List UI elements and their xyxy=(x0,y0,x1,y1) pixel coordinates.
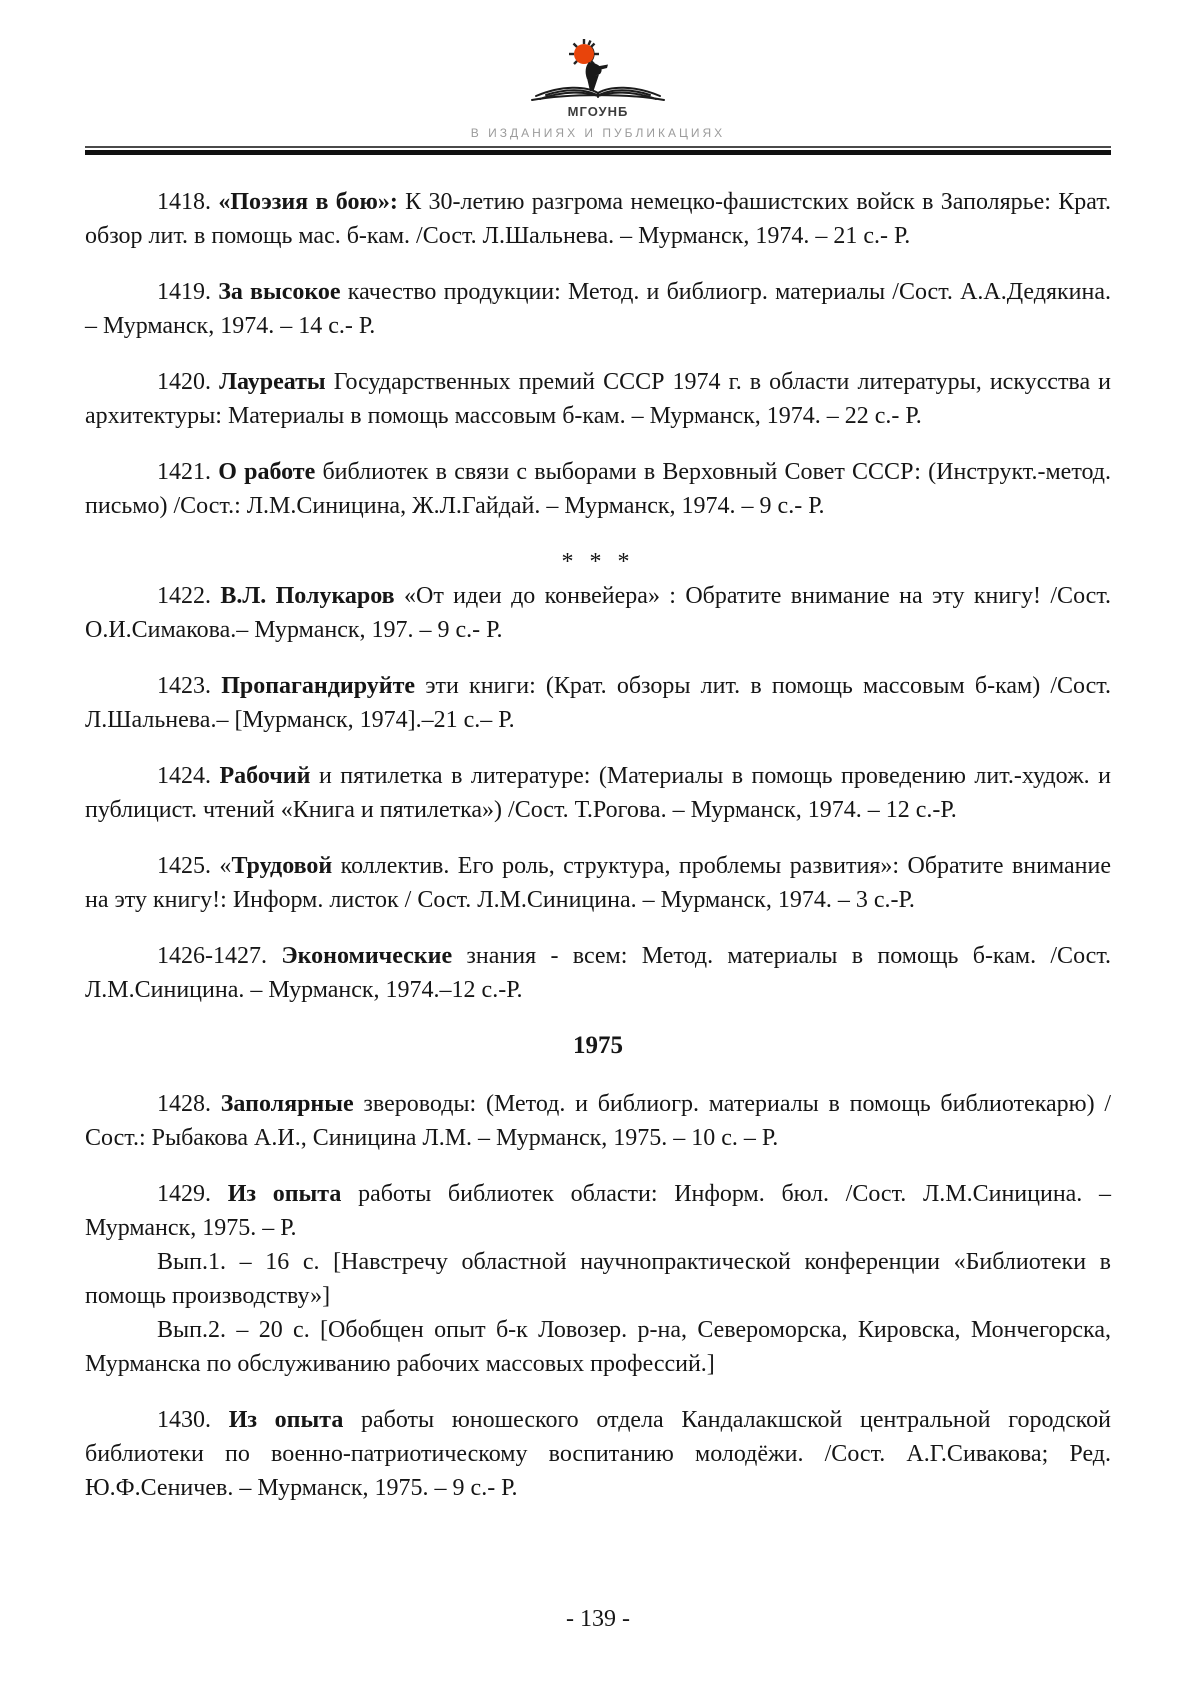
entry-lead: «Поэзия в бою»: xyxy=(218,189,398,215)
bib-entry-1420 xyxy=(85,365,1111,433)
entry-number: 1430. xyxy=(157,1407,229,1433)
entry-number: 1423. xyxy=(157,673,222,699)
entry-text: знания - всем: Метод. материалы в помощь б-кам. /Сост. Л.М.Синицина. – Мурманск, 1974.–12 с.-Р. xyxy=(85,943,1111,1003)
section-separator: * * * xyxy=(561,549,635,575)
entry-text: коллектив. Его роль, структура, проблемы развития»: Обратите внимание на эту книгу!: Информ. листок / Сост. Л.М.Синицина. – Мурманск, 1974. – 3 с.-Р. xyxy=(85,853,1111,913)
bib-entry-1426-1427 xyxy=(85,939,1111,1007)
entry-text: работы юношеского отдела Кандалакшской центральной городской библиотеки по военно-патриотическому воспитанию молодёжи. /Сост. А.Г.Сивакова; Ред. Ю.Ф.Сеничев. – Мурманск, 1975. – 9 с.- Р. xyxy=(85,1407,1111,1501)
entry-lead: Экономические xyxy=(281,943,453,969)
page-number: - 139 - xyxy=(566,1606,630,1632)
page-header xyxy=(0,0,1196,155)
entry-number: 1421. xyxy=(157,459,219,485)
header-subtitle: В ИЗДАНИЯХ И ПУБЛИКАЦИЯХ xyxy=(470,126,726,140)
entry-text: качество продукции: Метод. и библиогр. материалы /Сост. А.А.Дедякина. – Мурманск, 1974. – 14 с.- Р. xyxy=(85,279,1112,339)
entry-number: 1418. xyxy=(157,189,219,215)
entry-number: 1424. xyxy=(157,763,220,789)
entry-lead: Заполярные xyxy=(220,1091,354,1117)
torch-quill-icon xyxy=(586,62,608,91)
entry-lead: О работе xyxy=(218,459,316,485)
open-book-icon xyxy=(532,88,664,100)
entry-number: 1429. xyxy=(157,1181,228,1207)
library-logo xyxy=(523,38,673,102)
bib-entry-1421 xyxy=(85,455,1111,523)
entry-text: Государственных премий СССР 1974 г. в области литературы, искусства и архитектуры: Материалы в помощь массовым б-кам. – Мурманск, 1974. – 22 с.- Р. xyxy=(85,369,1112,429)
bib-entry-1419 xyxy=(85,275,1111,343)
logo-acronym: МГОУНБ xyxy=(567,104,629,119)
year-heading-1975: 1975 xyxy=(573,1032,623,1059)
entry-lead: Из опыта xyxy=(227,1181,342,1207)
entry-lead: В.Л. Полукаров xyxy=(220,583,395,609)
bib-entry-1428 xyxy=(85,1087,1111,1155)
entry-text: К 30-летию разгрома немецко-фашистских войск в Заполярье: Крат. обзор лит. в помощь мас. б-кам. /Сост. Л.Шальнева. – Мурманск, 1974. – 21 с.- Р. xyxy=(85,189,1111,249)
entry-number: 1422. xyxy=(157,583,221,609)
entry-number: 1426-1427. xyxy=(157,943,282,969)
entry-lead: Пропагандируйте xyxy=(221,673,416,699)
header-rule xyxy=(85,146,1111,155)
bib-entry-1430 xyxy=(85,1403,1111,1505)
entry-text: звероводы: (Метод. и библиогр. материалы в помощь библиотекарю) /Сост.: Рыбакова А.И., Синицина Л.М. – Мурманск, 1975. – 10 с. – Р. xyxy=(85,1091,1112,1151)
entry-lead: Рабочий xyxy=(219,763,311,789)
entry-text: эти книги: (Крат. обзоры лит. в помощь массовым б-кам) /Сост. Л.Шальнева.– [Мурманск, 1974].–21 с.– Р. xyxy=(85,673,1111,733)
bib-entry-1418 xyxy=(85,185,1111,253)
bib-entry-1429 xyxy=(85,1177,1111,1245)
bib-entry-1424 xyxy=(85,759,1111,827)
bibliography-list xyxy=(0,155,1196,1505)
entry-text: и пятилетка в литературе: (Материалы в помощь проведению лит.-худож. и публицист. чтений «Книга и пятилетка») /Сост. Т.Рогова. – Мурманск, 1974. – 12 с.-Р. xyxy=(85,763,1112,823)
entry-lead: Лауреаты xyxy=(219,369,326,395)
sun-icon xyxy=(569,39,599,64)
bib-entry-1423 xyxy=(85,669,1111,737)
entry-text: работы библиотек области: Информ. бюл. /Сост. Л.М.Синицина. – Мурманск, 1975. – Р. xyxy=(85,1181,1112,1241)
entry-number: 1425. « xyxy=(157,853,232,879)
entry-lead: Из опыта xyxy=(228,1407,344,1433)
entry-number: 1428. xyxy=(157,1091,221,1117)
bib-entry-1425 xyxy=(85,849,1111,917)
entry-lead: За высокое xyxy=(218,279,341,305)
bib-entry-1429-issue-2: Вып.2. – 20 с. [Обобщен опыт б-к Ловозер. р-на, Североморска, Кировска, Мончегорска, Мурманска по обслуживанию рабочих массовых профессий.] xyxy=(85,1317,1111,1377)
bib-entry-1429-issue-1: Вып.1. – 16 с. [Навстречу областной научнопрактической конференции «Библиотеки в помощь производству»] xyxy=(85,1249,1111,1309)
entry-text: «От идеи до конвейера» : Обратите внимание на эту книгу! /Сост. О.И.Симакова.– Мурманск, 197. – 9 с.- Р. xyxy=(85,583,1112,643)
entry-number: 1420. xyxy=(157,369,220,395)
entry-text: библиотек в связи с выборами в Верховный Совет СССР: (Инструкт.-метод. письмо) /Сост.: Л.М.Синицина, Ж.Л.Гайдай. – Мурманск, 1974. – 9 с.- Р. xyxy=(85,459,1112,519)
entry-lead: Трудовой xyxy=(231,853,333,879)
entry-number: 1419. xyxy=(157,279,219,305)
bib-entry-1422 xyxy=(85,579,1111,647)
